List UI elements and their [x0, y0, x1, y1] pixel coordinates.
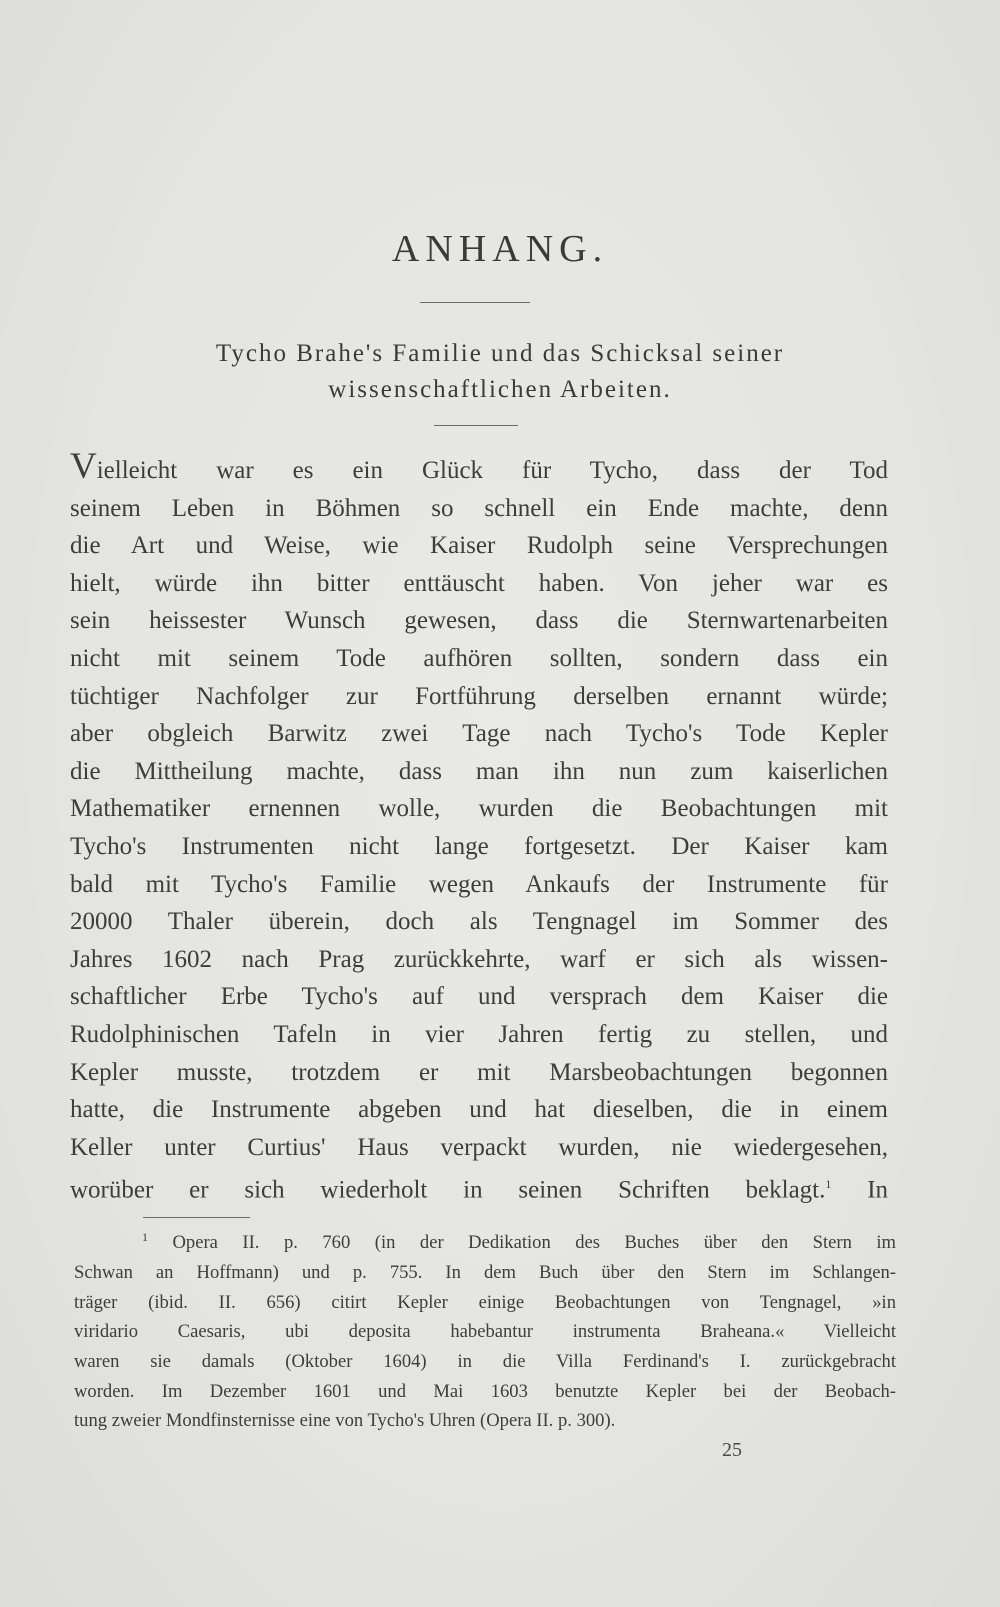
footnote-line: träger (ibid. II. 656) citirt Kepler einige Beobachtungen von Tengnagel, »in [74, 1291, 896, 1313]
body-paragraph [70, 446, 889, 1209]
chapter-title: ANHANG. [391, 228, 609, 270]
footnote-rule [143, 1217, 250, 1218]
footnote-line: $^1$ Opera II. p. 760 (in der Dedikation des Buches über den Stern im [142, 1230, 896, 1254]
body-line: hatte, die Instrumente abgeben und hat dieselben, die in einem [70, 1096, 888, 1124]
subtitle-rule [434, 425, 518, 426]
subtitle-line-1: Tycho Brahe's Familie und das Schicksal seiner [215, 340, 785, 367]
body-line: 20000 Thaler überein, doch als Tengnagel im Sommer des [70, 908, 888, 936]
title-rule [420, 302, 530, 303]
body-line: bald mit Tycho's Familie wegen Ankaufs der Instrumente für [70, 870, 888, 898]
footnote-reference: 1 [825, 1177, 832, 1192]
body-line: Kepler musste, trotzdem er mit Marsbeobachtungen begonnen [70, 1058, 888, 1086]
body-line: Rudolphinischen Tafeln in vier Jahren fertig zu stellen, und [70, 1020, 888, 1048]
body-line: Tycho's Instrumenten nicht lange fortgesetzt. Der Kaiser kam [70, 832, 888, 860]
body-line: Vielleicht war es ein Glück für Tycho, dass der Tod [70, 446, 888, 487]
body-line: Mathematiker ernennen wolle, wurden die Beobachtungen mit [70, 795, 888, 823]
subtitle-line-2: wissenschaftlichen Arbeiten. [328, 376, 672, 403]
footnote-line: waren sie damals (Oktober 1604) in die Villa Ferdinand's I. zurückgebracht [74, 1351, 896, 1372]
footnote-line: Schwan an Hoffmann) und p. 755. In dem Buch über den Stern im Schlangen- [74, 1261, 896, 1283]
body-line: seinem Leben in Böhmen so schnell ein Ende machte, denn [70, 494, 888, 522]
page-number: 25 [722, 1439, 742, 1461]
footnote-marker: 1 [142, 1230, 148, 1244]
chapter-subtitle [60, 336, 940, 408]
body-line: sein heissester Wunsch gewesen, dass die Sternwartenarbeiten [70, 607, 888, 635]
footnote [74, 1223, 896, 1436]
body-line: Keller unter Curtius' Haus verpackt wurden, nie wiedergesehen, [70, 1133, 888, 1161]
body-line: die Art und Weise, wie Kaiser Rudolph seine Versprechungen [70, 532, 888, 560]
body-line: die Mittheilung machte, dass man ihn nun zum kaiserlichen [70, 757, 888, 785]
drop-cap: V [70, 446, 97, 487]
body-line: schaftlicher Erbe Tycho's auf und versprach dem Kaiser die [70, 983, 888, 1011]
body-line: Jahres 1602 nach Prag zurückkehrte, warf er sich als wissen- [70, 945, 888, 973]
footnote-line: worden. Im Dezember 1601 und Mai 1603 benutzte Kepler bei der Beobach- [74, 1380, 896, 1402]
body-line: aber obgleich Barwitz zwei Tage nach Tycho's Tode Kepler [70, 720, 888, 748]
footnote-line: viridario Caesaris, ubi deposita habebantur instrumenta Braheana.« Vielleicht [74, 1321, 896, 1343]
body-line: hielt, würde ihn bitter enttäuscht haben. Von jeher war es [70, 569, 888, 597]
footnote-line: tung zweier Mondfinsternisse eine von Tycho's Uhren (Opera II. p. 300). [74, 1410, 616, 1432]
body-line: nicht mit seinem Tode aufhören sollten, sondern dass ein [70, 644, 888, 672]
body-line-last: worüber er sich wiederholt in seinen Schriften beklagt.$^1$ In [70, 1176, 889, 1204]
body-line: tüchtiger Nachfolger zur Fortführung derselben ernannt würde; [70, 682, 888, 710]
